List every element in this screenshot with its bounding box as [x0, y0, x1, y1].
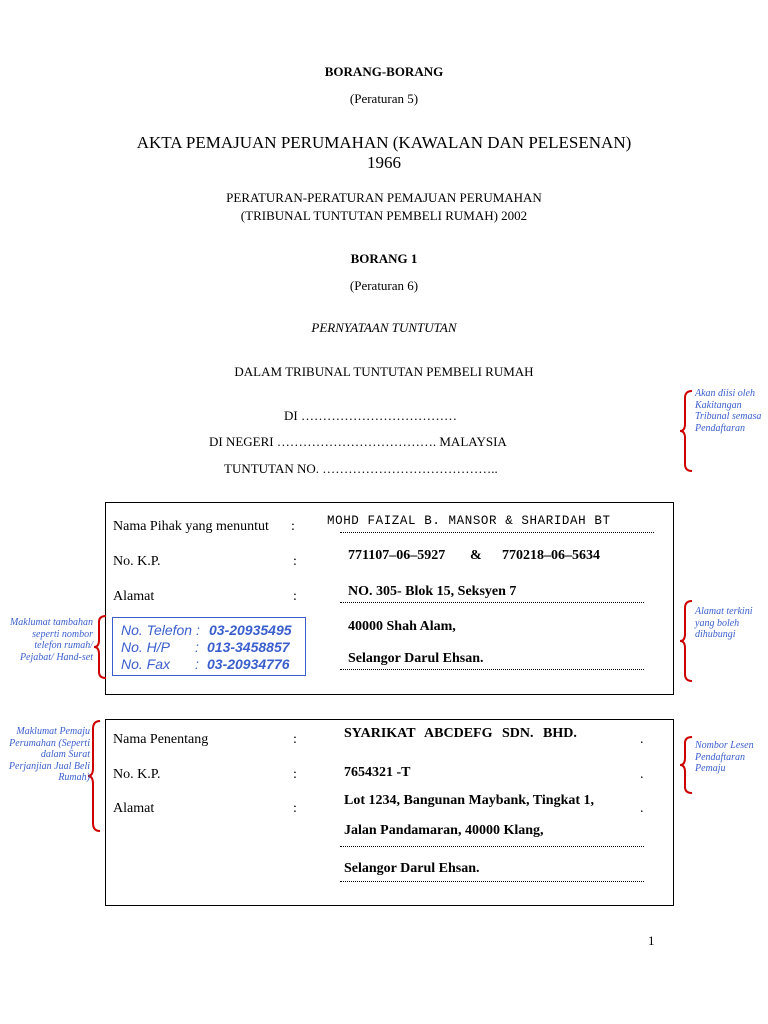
- claimant-kp-amp: &: [470, 548, 482, 563]
- contact-note: Maklumat tambahan seperti nombor telefon rumah/ Pejabat/ Hand-set: [9, 617, 93, 663]
- claimant-name-value[interactable]: MOHD FAIZAL B. MANSOR & SHARIDAH BT: [327, 514, 611, 528]
- claimant-name-dotline: [340, 532, 654, 533]
- respondent-kp-end: .: [640, 767, 644, 782]
- act-title-line2: 1966: [367, 153, 401, 172]
- respondent-address-line1[interactable]: Lot 1234, Bangunan Maybank, Tingkat 1,: [344, 793, 595, 808]
- address-note: Alamat terkini yang boleh dihubungi: [695, 606, 753, 640]
- claimant-kp-label: No. K.P.: [113, 554, 161, 569]
- respondent-address-colon: :: [293, 801, 297, 816]
- respondent-address-line2[interactable]: Jalan Pandamaran, 40000 Klang,: [344, 823, 544, 838]
- tuntutan-no-field: TUNTUTAN NO. …………………………………..: [224, 461, 498, 476]
- claimant-kp-value2[interactable]: 770218–06–5634: [502, 548, 600, 563]
- tribunal-title: DALAM TRIBUNAL TUNTUTAN PEMBELI RUMAH: [234, 364, 534, 379]
- respondent-address-label: Alamat: [113, 801, 155, 816]
- respondent-address-end: .: [640, 801, 644, 816]
- contact-hp-value[interactable]: 013-3458857: [207, 639, 290, 655]
- claimant-kp-colon: :: [293, 554, 297, 569]
- contact-hp-colon: :: [195, 639, 199, 655]
- contact-tel-label: No. Telefon :: [121, 622, 200, 638]
- developer-note: Maklumat Pemaju Perumahan (Seperti dalam Surat Perjanjian Jual Beli Rumah): [8, 726, 90, 783]
- claimant-name-colon: :: [291, 519, 295, 534]
- claimant-address-dotline1: [340, 602, 644, 603]
- claimant-address-dotline3: [340, 669, 644, 670]
- form-set-subtitle: (Peraturan 5): [349, 91, 419, 106]
- act-title-line1: AKTA PEMAJUAN PERUMAHAN (KAWALAN DAN PELESENAN): [136, 133, 632, 152]
- respondent-kp-colon: :: [293, 767, 297, 782]
- license-brace-icon: [680, 736, 694, 794]
- respondent-name-value[interactable]: SYARIKAT ABCDEFG SDN. BHD.: [344, 726, 577, 741]
- form-set-title: BORANG-BORANG: [324, 64, 444, 79]
- negeri-field: DI NEGERI ………………………………. MALAYSIA: [209, 434, 507, 449]
- claimant-name-label: Nama Pihak yang menuntut: [113, 519, 269, 534]
- page-number: 1: [648, 933, 655, 948]
- respondent-name-label: Nama Penentang: [113, 732, 209, 747]
- developer-brace-icon: [88, 720, 102, 832]
- address-brace-icon: [680, 600, 694, 682]
- claimant-address-line2[interactable]: 40000 Shah Alam,: [348, 619, 456, 634]
- form-title: BORANG 1: [350, 251, 418, 266]
- form-subtitle: (Peraturan 6): [349, 278, 419, 293]
- registration-note: Akan diisi oleh Kakitangan Tribunal semasa Pendaftaran: [695, 388, 762, 434]
- di-field: DI ………………………………: [284, 408, 457, 423]
- respondent-address-dotline2: [340, 846, 644, 847]
- regulation-line2: (TRIBUNAL TUNTUTAN PEMBELI RUMAH) 2002: [240, 208, 528, 223]
- respondent-address-line3[interactable]: Selangor Darul Ehsan.: [344, 861, 480, 876]
- contact-hp-label: No. H/P: [121, 639, 171, 655]
- claimant-address-colon: :: [293, 589, 297, 604]
- license-note: Nombor Lesen Pendaftaran Pemaju: [695, 740, 754, 774]
- respondent-kp-value[interactable]: 7654321 -T: [344, 765, 411, 780]
- respondent-address-dotline3: [340, 881, 644, 882]
- respondent-name-colon: :: [293, 732, 297, 747]
- contact-fax-colon: :: [195, 656, 199, 672]
- contact-tel-value[interactable]: 03-20935495: [209, 622, 292, 638]
- regulation-line1: PERATURAN-PERATURAN PEMAJUAN PERUMAHAN: [226, 190, 542, 205]
- claimant-kp-value1[interactable]: 771107–06–5927: [348, 548, 446, 563]
- respondent-kp-label: No. K.P.: [113, 767, 161, 782]
- claimant-address-line1[interactable]: NO. 305- Blok 15, Seksyen 7: [348, 584, 517, 599]
- claimant-address-label: Alamat: [113, 589, 155, 604]
- statement-title: PERNYATAAN TUNTUTAN: [311, 320, 457, 335]
- contact-fax-value[interactable]: 03-20934776: [207, 656, 290, 672]
- claimant-address-line3[interactable]: Selangor Darul Ehsan.: [348, 651, 484, 666]
- contact-brace-icon: [94, 615, 108, 679]
- registration-brace-icon: [680, 390, 694, 472]
- contact-fax-label: No. Fax: [121, 656, 171, 672]
- respondent-name-end: .: [640, 732, 644, 747]
